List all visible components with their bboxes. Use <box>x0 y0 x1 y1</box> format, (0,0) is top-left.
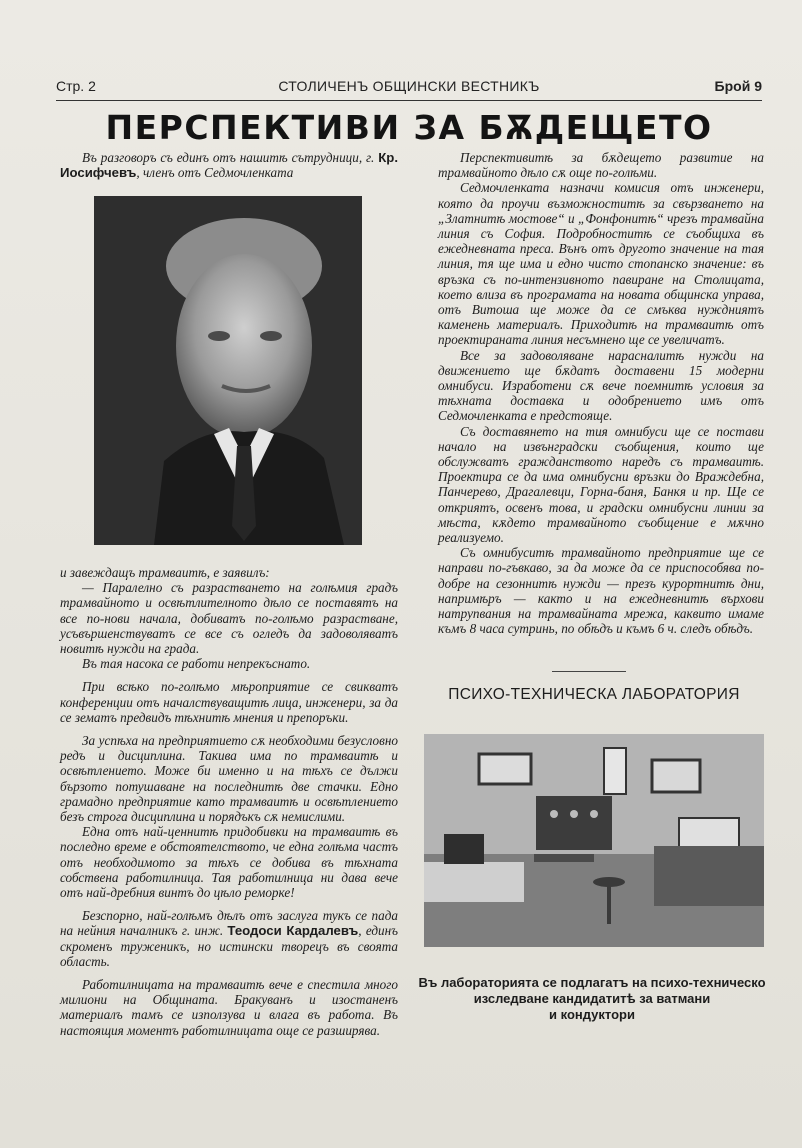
caption-line: и кондуктори <box>549 1007 635 1022</box>
paragraph: Една отъ най-ценнитѣ придобивки на трамваитѣ въ последно време е обстоятелството, че една голѣма частъ отъ необходимото за тѣхъ се добива въ тѣхната собствена работилница. Тая работилница ни дава вече отъ най-дребния винтъ до цѣло реморке! <box>60 824 398 901</box>
paragraph: — Паралелно съ разрастването на голѣмия градъ трамвайното и освѣтлителното дѣло се поставятъ на все по-нови начала, добиватъ по-голѣмо разрастване, усъвършенствуватъ се все съ огледъ да задоволяватъ новитѣ нужди на града. <box>60 580 398 657</box>
newspaper-name: СТОЛИЧЕНЪ ОБЩИНСКИ ВЕСТНИКЪ <box>278 78 540 94</box>
paragraph: Перспективитѣ за бѫдещето развитие на трамвайното дѣло сѫ още по-голѣми. <box>438 150 764 181</box>
section-divider <box>552 671 626 672</box>
issue-number: Брой 9 <box>714 78 762 94</box>
paragraph: При всѣко по-голѣмо мѣроприятие се свикватъ конференции отъ началствуващитѣ лица, инженери, за да се зематъ предвидъ тѣхнитѣ мнения и препоръки. <box>60 679 398 725</box>
intro-paragraph: Въ разговоръ съ единъ отъ нашитѣ сътрудници, г. Кр. Иосифчевъ, членъ отъ Седмочленката <box>60 150 398 181</box>
engineer-name: Теодоси Кардалевъ <box>227 923 359 939</box>
paragraph: За успѣха на предприятието сѫ необходими безусловно редъ и дисциплина. Такива има по трамваитѣ и освѣтлението. Може би именно и на тѣхъ се дължи бързото потушаване на последнитѣ две стачки. Едно грамадно предприятие като трамваитѣ и освѣтлението безъ строга дисциплина и порядъкъ сѫ немислими. <box>60 733 398 825</box>
paragraph: Съ омнибуситѣ трамвайното предприятие ще се направи по-гъвкаво, за да може да се приспособява по-добре на сезоннитѣ нужди — презъ курортнитѣ дни, напримѣръ — както и на ежедневнитѣ върхови натрупвания на трамвайната мрежа, каквито имаме къмъ 8 часа сутринь, по обѣдъ и къмъ 6 ч. следъ обѣдъ. <box>438 545 764 637</box>
paragraph: Работилницата на трамваитѣ вече е спестила много милиони на Общината. Бракуванъ и изостаненъ материалъ тамъ се използува и влага въ работа. Въ настоящия моментъ работилницата още се разширява. <box>60 977 398 1038</box>
lab-photo-caption <box>406 975 778 1023</box>
left-column-body <box>60 565 398 1038</box>
caption-line: Въ лабораторията се подлагатъ на психо-техническо <box>418 975 766 990</box>
person-name: Кр. Иосифчевъ <box>60 150 398 181</box>
paragraph: Безспорно, най-голѣмъ дѣлъ отъ заслуга тукъ се пада на нейния началникъ г. инж. Теодоси Кардалевъ, единъ скроменъ труженикъ, но истински творецъ въ своята область. <box>60 908 398 969</box>
paragraph: Съ доставянето на тия омнибуси ще се постави начало на извънградски съобщения, които ще обслужватъ гражданството наредъ съ трамваитѣ. Проектира се да има омнибусни връзки до Враждебна, Панчерево, Драгалевци, Горна-баня, Банкя и пр. Ще се откриятъ, освенъ това, и градски омнибусни линии за мѣста, кѫдето трамвайното съобщение е мѫчно реализуемо. <box>438 423 764 546</box>
laboratory-photo <box>424 734 764 947</box>
paragraph: Седмочленката назначи комисия отъ инженери, която да проучи възможноститѣ за свързването на „Златнитѣ мостове“ и „Фонфонитѣ“ чрезъ трамвайна линия съ София. Подробноститѣ се съобщиха въ ежедневната преса. Вънъ отъ другото значение на тая линия, тя ще има и едно чисто стопанско значение: въ връзка съ по-интензивното павиране на Столицата, което влиза въ програмата на новата общинска управа, отъ Витоша ще може да се смъква нуждниятъ каменень материалъ. Приходитѣ на трамваитѣ отъ проектираната линия несъмнено ще се увеличатъ. <box>438 180 764 348</box>
paragraph: Въ тая насока се работи непрекъснато. <box>82 656 311 672</box>
page-header <box>56 74 762 101</box>
portrait-photo <box>94 196 362 545</box>
left-column-intro <box>60 150 398 180</box>
paragraph: и завеждащъ трамваитѣ, е заявилъ: <box>60 565 270 580</box>
caption-line: изследване кандидатитѣ за ватмани <box>473 991 711 1006</box>
page-number: Стр. 2 <box>56 78 96 94</box>
article-title: ПЕРСПЕКТИВИ ЗА БѪДЕЩЕТО <box>105 108 713 147</box>
paragraph: Все за задоволяване нарасналитѣ нужди на движението ще бѫдатъ доставени 15 модерни омнибуси. Изработени сѫ вече поемнитѣ условия за тѣхната доставка и одобрението имъ отъ Седмочленката е предстояще. <box>438 347 764 424</box>
lab-section-title: ПСИХО-ТЕХНИЧЕСКА ЛАБОРАТОРИЯ <box>448 686 740 703</box>
right-column-body <box>438 150 764 637</box>
